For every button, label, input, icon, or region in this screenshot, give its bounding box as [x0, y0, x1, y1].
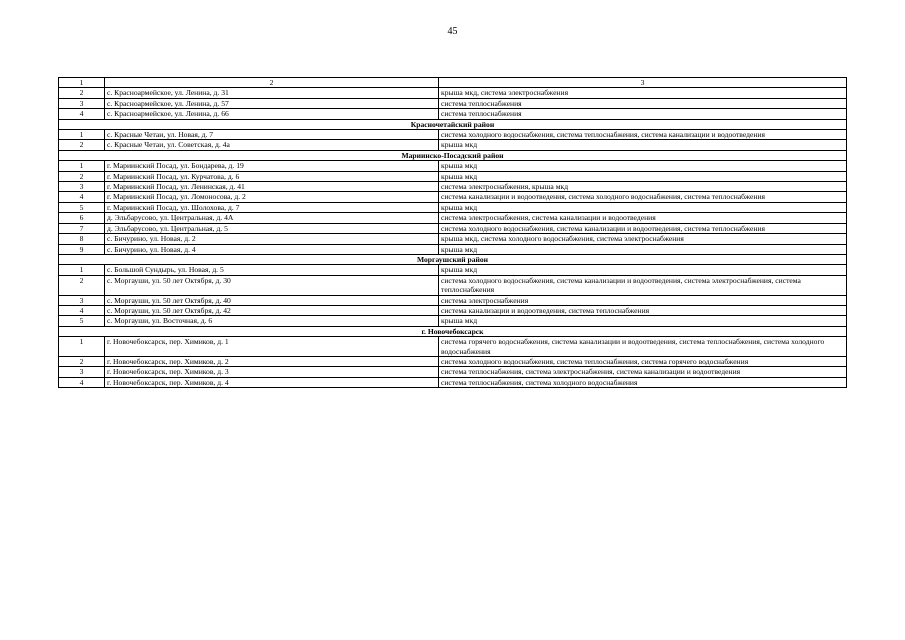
row-systems: система холодного водоснабжения, система канализации и водоотведения, система теплоснабжения [439, 223, 847, 233]
table-row [59, 356, 847, 366]
row-address: с. Красные Четаи, ул. Советская, д. 4а [105, 140, 439, 150]
table-row [59, 223, 847, 233]
section-header-row [59, 119, 847, 129]
row-address: г. Мариинский Посад, ул. Бондарева, д. 19 [105, 161, 439, 171]
table-row [59, 295, 847, 305]
row-systems: крыша мкд [439, 316, 847, 326]
table-row [59, 202, 847, 212]
column-header-address: 2 [105, 78, 439, 88]
table-row [59, 109, 847, 119]
table-row [59, 130, 847, 140]
row-systems: система электроснабжения [439, 295, 847, 305]
row-address: д. Эльбарусово, ул. Центральная, д. 5 [105, 223, 439, 233]
row-address: г. Мариинский Посад, ул. Ленинская, д. 41 [105, 182, 439, 192]
row-number: 4 [59, 305, 105, 315]
row-systems: система канализации и водоотведения, система теплоснабжения [439, 305, 847, 315]
row-number: 3 [59, 367, 105, 377]
table-row [59, 171, 847, 181]
row-number: 1 [59, 130, 105, 140]
row-address: с. Моргауши, ул. 50 лет Октября, д. 30 [105, 275, 439, 295]
section-header-row [59, 326, 847, 336]
row-systems: система электроснабжения, система канализации и водоотведения [439, 213, 847, 223]
row-address: г. Новочебоксарск, пер. Химиков, д. 2 [105, 356, 439, 366]
row-number: 4 [59, 192, 105, 202]
row-systems: крыша мкд [439, 265, 847, 275]
row-number: 2 [59, 356, 105, 366]
row-number: 5 [59, 316, 105, 326]
row-systems: система теплоснабжения, система холодного водоснабжения [439, 377, 847, 387]
row-number: 1 [59, 337, 105, 357]
row-systems: крыша мкд [439, 202, 847, 212]
row-address: с. Большой Сундырь, ул. Новая, д. 5 [105, 265, 439, 275]
row-systems: система теплоснабжения [439, 98, 847, 108]
row-number: 2 [59, 88, 105, 98]
column-header-systems: 3 [439, 78, 847, 88]
row-address: с. Красные Четаи, ул. Новая, д. 7 [105, 130, 439, 140]
row-systems: система теплоснабжения, система электроснабжения, система канализации и водоотведения [439, 367, 847, 377]
row-systems: крыша мкд, система холодного водоснабжения, система электроснабжения [439, 234, 847, 244]
section-header-row [59, 254, 847, 264]
row-number: 6 [59, 213, 105, 223]
section-title: г. Новочебоксарск [59, 326, 847, 336]
section-title: Красночетайский район [59, 119, 847, 129]
row-systems: система электроснабжения, крыша мкд [439, 182, 847, 192]
row-address: с. Моргауши, ул. 50 лет Октября, д. 40 [105, 295, 439, 305]
row-address: г. Новочебоксарск, пер. Химиков, д. 4 [105, 377, 439, 387]
table-row [59, 275, 847, 295]
row-systems: система теплоснабжения [439, 109, 847, 119]
row-number: 7 [59, 223, 105, 233]
table-row [59, 88, 847, 98]
row-number: 3 [59, 295, 105, 305]
row-address: с. Моргауши, ул. 50 лет Октября, д. 42 [105, 305, 439, 315]
row-systems: система холодного водоснабжения, система теплоснабжения, система горячего водоснабжения [439, 356, 847, 366]
table-row [59, 140, 847, 150]
row-number: 1 [59, 161, 105, 171]
row-number: 8 [59, 234, 105, 244]
row-number: 3 [59, 98, 105, 108]
row-address: д. Эльбарусово, ул. Центральная, д. 4А [105, 213, 439, 223]
page-number: 45 [447, 26, 458, 37]
table-row [59, 367, 847, 377]
repair-objects-table [58, 77, 847, 388]
row-number: 2 [59, 171, 105, 181]
row-systems: крыша мкд [439, 140, 847, 150]
row-number: 1 [59, 265, 105, 275]
section-title: Моргаушский район [59, 254, 847, 264]
table-row [59, 265, 847, 275]
table-row [59, 213, 847, 223]
row-number: 2 [59, 140, 105, 150]
row-address: с. Красноармейское, ул. Ленина, д. 57 [105, 98, 439, 108]
row-systems: система холодного водоснабжения, система теплоснабжения, система канализации и водоотведения [439, 130, 847, 140]
table-body [59, 78, 847, 388]
row-address: г. Мариинский Посад, ул. Ломоносова, д. 2 [105, 192, 439, 202]
table-row [59, 337, 847, 357]
row-address: г. Новочебоксарск, пер. Химиков, д. 3 [105, 367, 439, 377]
row-number: 4 [59, 109, 105, 119]
row-address: г. Мариинский Посад, ул. Курчатова, д. 6 [105, 171, 439, 181]
row-address: с. Красноармейское, ул. Ленина, д. 66 [105, 109, 439, 119]
row-number: 4 [59, 377, 105, 387]
row-number: 3 [59, 182, 105, 192]
row-address: с. Бичурино, ул. Новая, д. 4 [105, 244, 439, 254]
row-address: с. Моргауши, ул. Восточная, д. 6 [105, 316, 439, 326]
table-row [59, 161, 847, 171]
row-address: г. Мариинский Посад, ул. Шолохова, д. 7 [105, 202, 439, 212]
table-row [59, 377, 847, 387]
row-number: 5 [59, 202, 105, 212]
section-header-row [59, 150, 847, 160]
table-row [59, 182, 847, 192]
row-systems: крыша мкд, система электроснабжения [439, 88, 847, 98]
row-systems: крыша мкд [439, 161, 847, 171]
row-address: г. Новочебоксарск, пер. Химиков, д. 1 [105, 337, 439, 357]
row-systems: система холодного водоснабжения, система канализации и водоотведения, система электроснабжения, система теплоснабжения [439, 275, 847, 295]
row-number: 2 [59, 275, 105, 295]
table-header-row [59, 78, 847, 88]
column-header-number: 1 [59, 78, 105, 88]
row-systems: крыша мкд [439, 244, 847, 254]
row-address: с. Бичурино, ул. Новая, д. 2 [105, 234, 439, 244]
table-row [59, 192, 847, 202]
table-row [59, 316, 847, 326]
table-row [59, 305, 847, 315]
row-systems: система горячего водоснабжения, система канализации и водоотведения, система теплоснабжения, система холодного водоснабжения [439, 337, 847, 357]
row-systems: система канализации и водоотведения, система холодного водоснабжения, система теплоснабжения [439, 192, 847, 202]
section-title: Мариинско-Посадский район [59, 150, 847, 160]
table-row [59, 234, 847, 244]
row-systems: крыша мкд [439, 171, 847, 181]
row-number: 9 [59, 244, 105, 254]
table-row [59, 98, 847, 108]
row-address: с. Красноармейское, ул. Ленина, д. 31 [105, 88, 439, 98]
table-row [59, 244, 847, 254]
